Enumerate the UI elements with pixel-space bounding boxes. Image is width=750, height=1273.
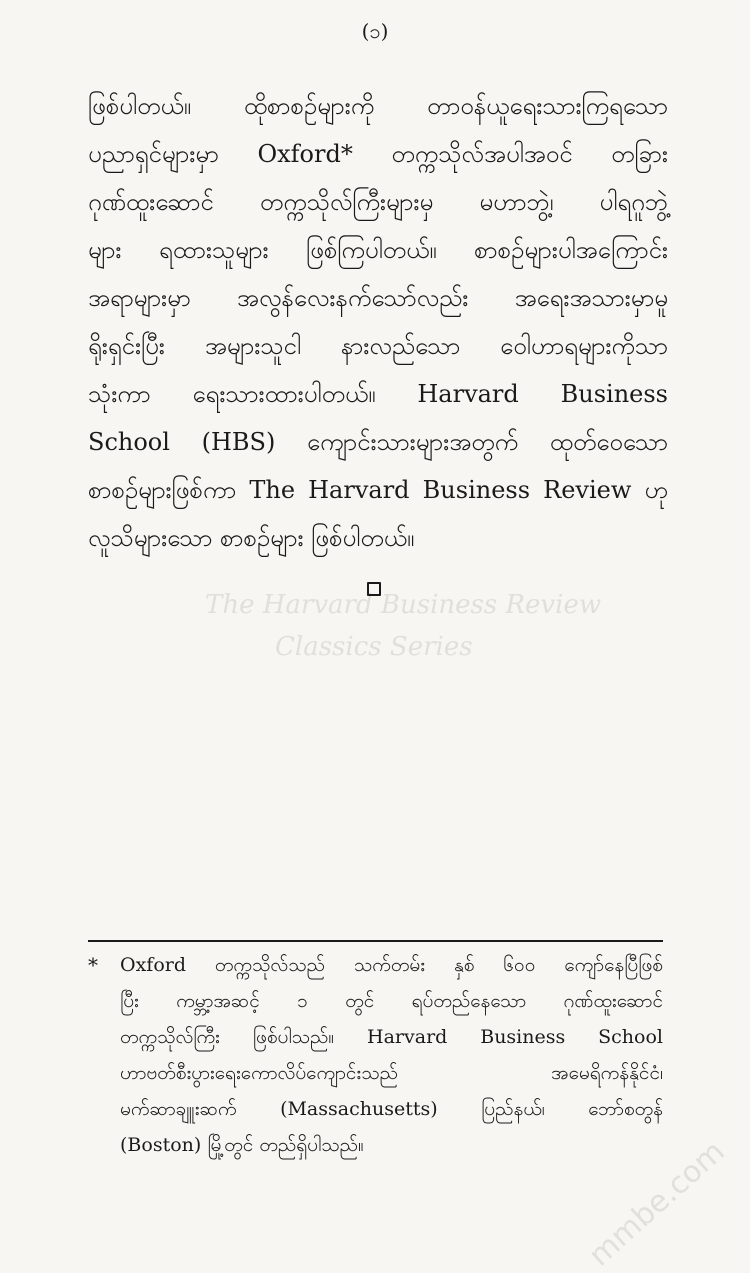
footnote-line-text: Oxford တက္ကသိုလ်သည် သက်တမ်း နှစ် ၆၀၀ ကျော်နေပြီဖြစ် bbox=[120, 954, 663, 976]
body-paragraph bbox=[88, 82, 668, 562]
footnote-line: (Boston) မြို့တွင် တည်ရှိပါသည်။ bbox=[120, 1134, 364, 1156]
body-line: လူသိများသော စာစဉ်များ ဖြစ်ပါတယ်။ bbox=[88, 524, 415, 552]
footnote-divider bbox=[88, 940, 663, 942]
footnote-line bbox=[88, 947, 663, 983]
bleed-line: The Harvard Business Review bbox=[205, 590, 602, 620]
watermark: mmbe.com bbox=[582, 1133, 732, 1273]
body-line: School (HBS) ကျောင်းသားများအတွက် ထုတ်ဝေသော bbox=[88, 428, 668, 456]
footnote-line: တက္ကသိုလ်ကြီး ဖြစ်ပါသည်။ Harvard Business School bbox=[120, 1026, 663, 1048]
section-end-box-icon bbox=[367, 582, 381, 596]
bleed-line: Classics Series bbox=[275, 632, 473, 662]
footnote-marker: * bbox=[88, 953, 98, 977]
body-line: သုံးကာ ရေးသားထားပါတယ်။ Harvard Business bbox=[88, 380, 668, 408]
footnote bbox=[88, 947, 663, 1163]
footnote-line: ပြီး ကမ္ဘာ့အဆင့် ၁ တွင် ရပ်တည်နေသော ဂုဏ်ထူးဆောင် bbox=[120, 990, 663, 1012]
body-line: များ ရထားသူများ ဖြစ်ကြပါတယ်။ စာစဉ်များပါအကြောင်း bbox=[88, 236, 668, 264]
footnote-line: မက်ဆာချူးဆက် (Massachusetts) ပြည်နယ်၊ ဘော်စတွန် bbox=[120, 1098, 663, 1120]
body-line: ရိုးရှင်းပြီး အများသူငါ နားလည်သော ဝေါဟာရများကိုသာ bbox=[88, 332, 668, 360]
body-line: ပညာရှင်များမှာ Oxford* တက္ကသိုလ်အပါအဝင် တခြား bbox=[88, 140, 668, 168]
body-line: ဖြစ်ပါတယ်။ ထိုစာစဉ်များကို တာဝန်ယူရေးသားကြရသော bbox=[88, 92, 668, 120]
body-line: ဂုဏ်ထူးဆောင် တက္ကသိုလ်ကြီးများမှ မဟာဘွဲ့၊ ပါရဂူဘွဲ့ bbox=[88, 188, 668, 216]
body-line: အရာများမှာ အလွန်လေးနက်သော်လည်း အရေးအသားမှာမူ bbox=[88, 284, 668, 312]
footnote-line: ဟာဗတ်စီးပွားရေးကောလိပ်ကျောင်းသည် အမေရိကန်နိုင်ငံ၊ bbox=[120, 1062, 663, 1084]
body-line: စာစဉ်များဖြစ်ကာ The Harvard Business Review ဟု bbox=[88, 476, 668, 504]
page-number: (၁) bbox=[361, 19, 389, 43]
